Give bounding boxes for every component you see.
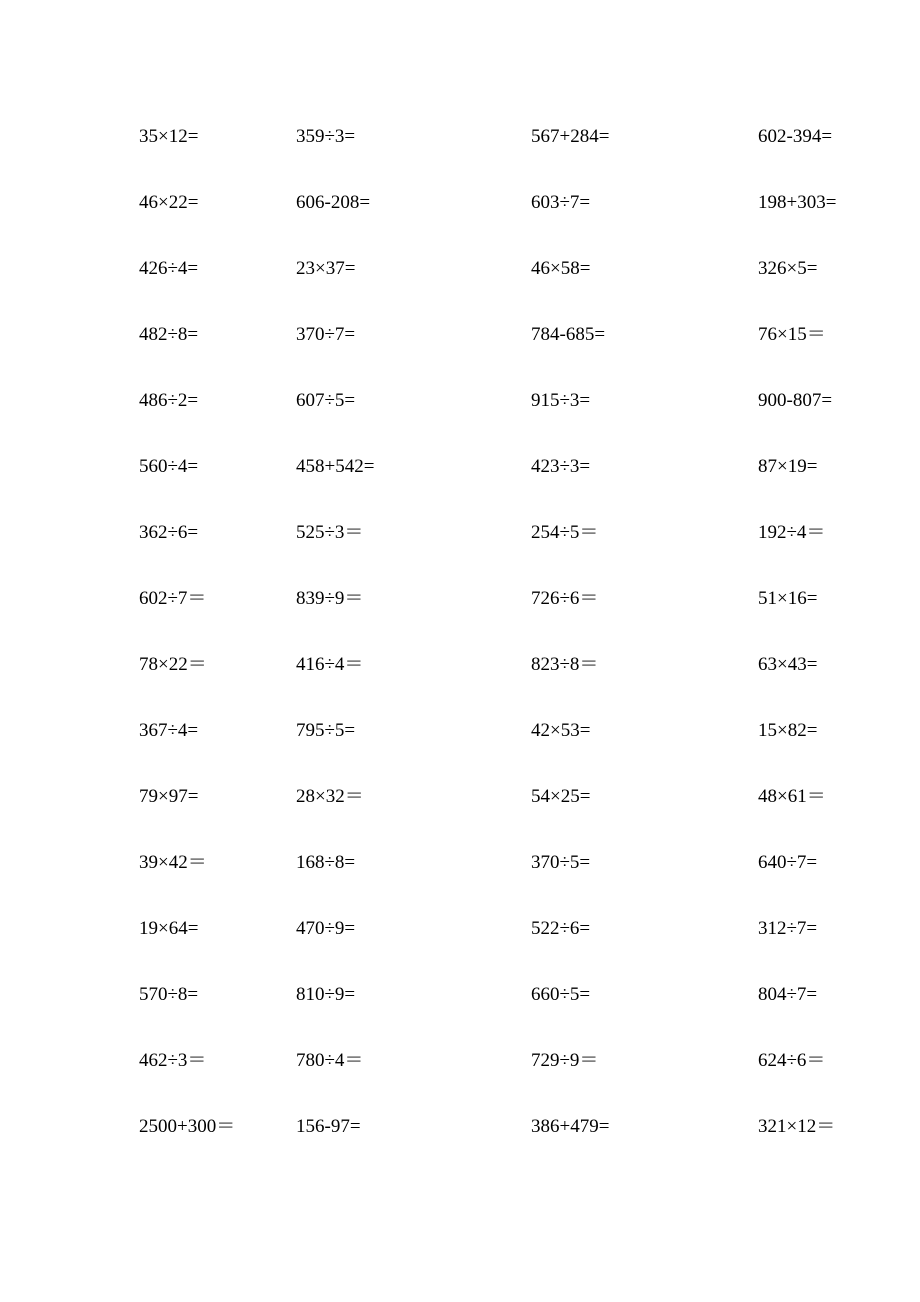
problem: 640÷7=	[758, 852, 818, 873]
problem: 2500+300＝	[139, 1116, 236, 1137]
problem: 19×64=	[139, 918, 199, 939]
problem: 426÷4=	[139, 258, 199, 279]
problem-row	[0, 848, 920, 878]
problem: 486÷2=	[139, 390, 199, 411]
problem: 156-97=	[296, 1116, 361, 1137]
problem-row	[0, 782, 920, 812]
problem: 386+479=	[531, 1116, 610, 1137]
problem-row	[0, 518, 920, 548]
problem: 570÷8=	[139, 984, 199, 1005]
problem: 525÷3＝	[296, 522, 364, 543]
problem: 23×37=	[296, 258, 356, 279]
problem: 48×61＝	[758, 786, 826, 807]
problem: 370÷7=	[296, 324, 356, 345]
problem: 42×53=	[531, 720, 591, 741]
problem: 795÷5=	[296, 720, 356, 741]
problem-row	[0, 914, 920, 944]
problem: 46×58=	[531, 258, 591, 279]
problem: 810÷9=	[296, 984, 356, 1005]
problem: 423÷3=	[531, 456, 591, 477]
problem: 607÷5=	[296, 390, 356, 411]
problem: 168÷8=	[296, 852, 356, 873]
problem: 28×32＝	[296, 786, 364, 807]
problem: 560÷4=	[139, 456, 199, 477]
problem-row	[0, 122, 920, 152]
problem: 321×12＝	[758, 1116, 836, 1137]
problem: 462÷3＝	[139, 1050, 207, 1071]
problem-row	[0, 254, 920, 284]
problem: 606-208=	[296, 192, 371, 213]
problem: 326×5=	[758, 258, 818, 279]
problem: 416÷4＝	[296, 654, 364, 675]
problem-row	[0, 452, 920, 482]
problem: 198+303=	[758, 192, 837, 213]
problem: 51×16=	[758, 588, 818, 609]
problem: 35×12=	[139, 126, 199, 147]
problem: 458+542=	[296, 456, 375, 477]
problem: 482÷8=	[139, 324, 199, 345]
problem: 839÷9＝	[296, 588, 364, 609]
problem: 359÷3=	[296, 126, 356, 147]
problem: 46×22=	[139, 192, 199, 213]
problem-row	[0, 1112, 920, 1142]
problem: 470÷9=	[296, 918, 356, 939]
problem: 780÷4＝	[296, 1050, 364, 1071]
problem: 79×97=	[139, 786, 199, 807]
problem: 624÷6＝	[758, 1050, 826, 1071]
problem: 915÷3=	[531, 390, 591, 411]
problem: 900-807=	[758, 390, 833, 411]
problem: 39×42＝	[139, 852, 207, 873]
problem: 54×25=	[531, 786, 591, 807]
problem-row	[0, 716, 920, 746]
problem: 362÷6=	[139, 522, 199, 543]
problem: 804÷7=	[758, 984, 818, 1005]
problem-row	[0, 584, 920, 614]
problem: 63×43=	[758, 654, 818, 675]
problem: 729÷9＝	[531, 1050, 599, 1071]
problem: 602÷7＝	[139, 588, 207, 609]
problem: 567+284=	[531, 126, 610, 147]
problem: 726÷6＝	[531, 588, 599, 609]
problem: 522÷6=	[531, 918, 591, 939]
problem-row	[0, 650, 920, 680]
problem: 823÷8＝	[531, 654, 599, 675]
problem: 603÷7=	[531, 192, 591, 213]
problem: 367÷4=	[139, 720, 199, 741]
problem-row	[0, 386, 920, 416]
problem: 312÷7=	[758, 918, 818, 939]
problem-row	[0, 980, 920, 1010]
problem: 660÷5=	[531, 984, 591, 1005]
problem: 602-394=	[758, 126, 833, 147]
problem: 15×82=	[758, 720, 818, 741]
problem: 87×19=	[758, 456, 818, 477]
problem: 784-685=	[531, 324, 606, 345]
problem: 192÷4＝	[758, 522, 826, 543]
problem: 78×22＝	[139, 654, 207, 675]
problem: 76×15＝	[758, 324, 826, 345]
problem-row	[0, 188, 920, 218]
problem: 370÷5=	[531, 852, 591, 873]
problem: 254÷5＝	[531, 522, 599, 543]
problem-row	[0, 1046, 920, 1076]
problem-row	[0, 320, 920, 350]
